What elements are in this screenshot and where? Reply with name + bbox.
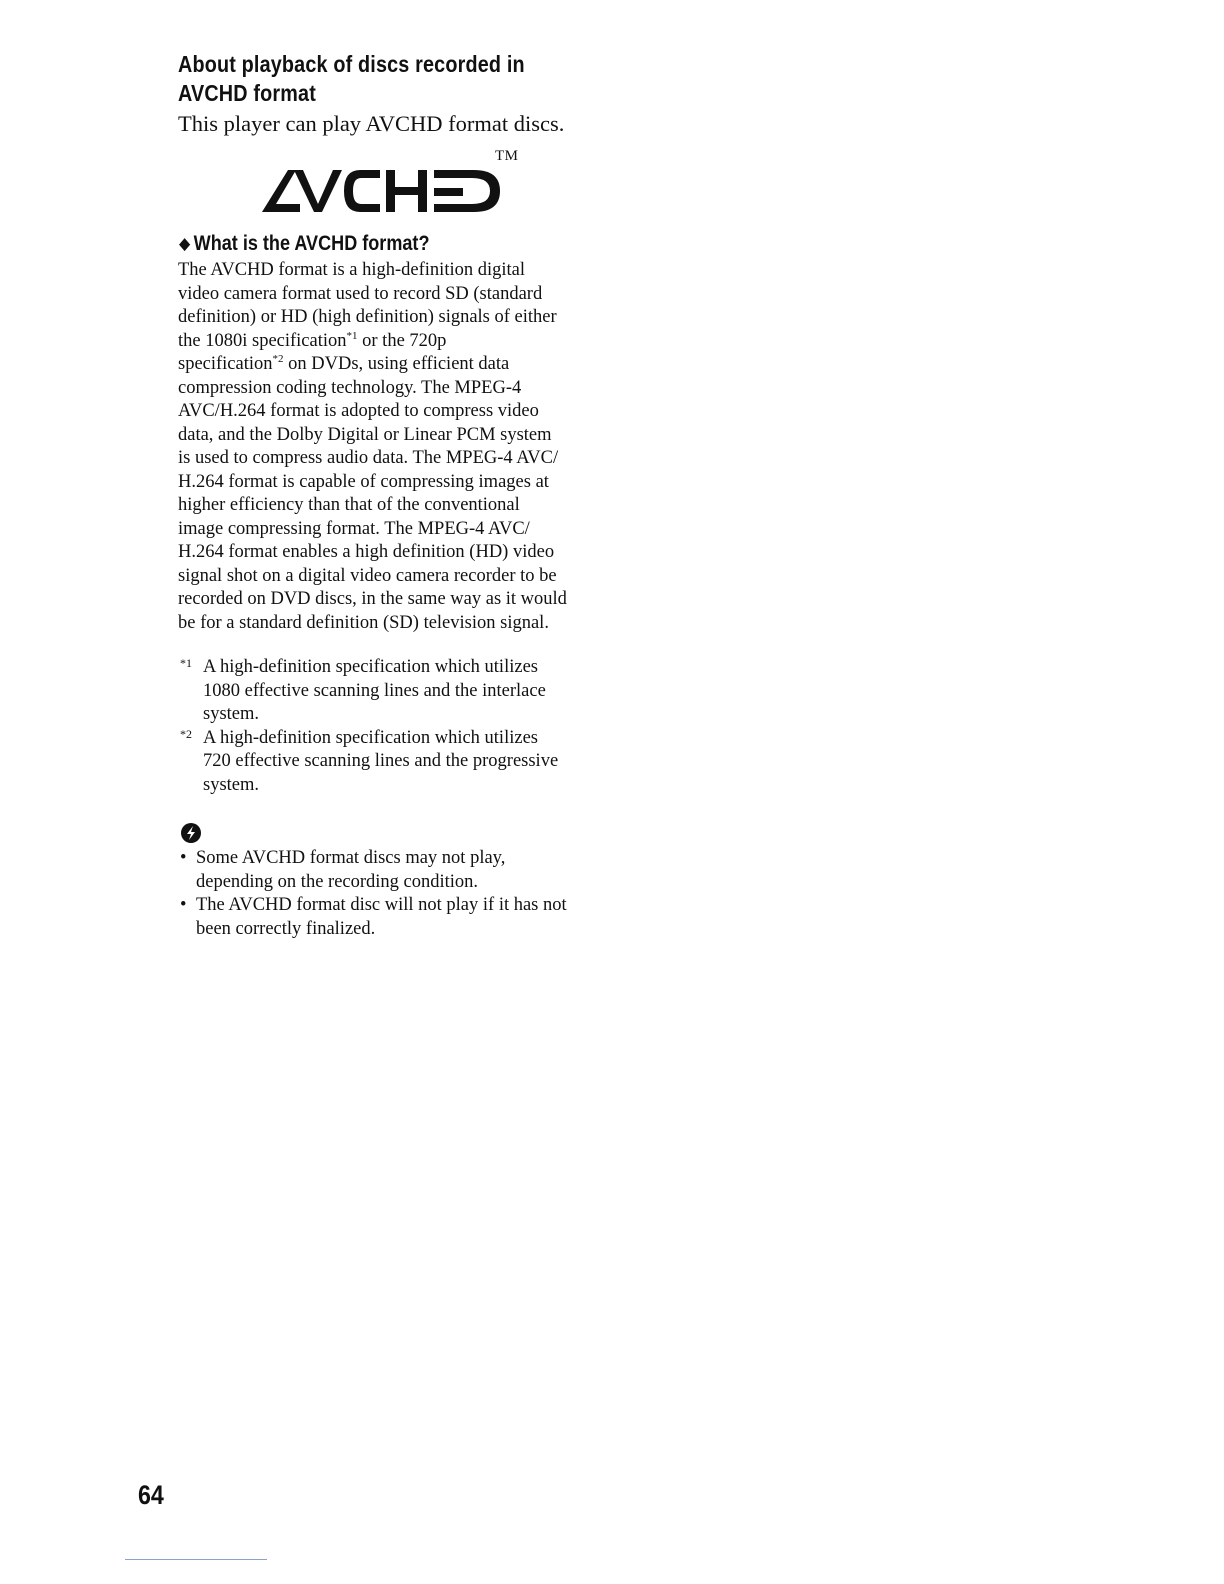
body-line: image compressing format. The MPEG-4 AVC/ [178,518,530,539]
footnote-line: 1080 effective scanning lines and the interlace [203,680,546,701]
body-line [178,353,598,377]
subheading [179,231,429,257]
note-item [178,894,608,941]
footnotes [178,656,598,797]
body-line: recorded on DVD discs, in the same way as it would [178,589,567,609]
trademark-symbol: TM [495,148,519,164]
footnote-line: system. [203,704,260,724]
avchd-logo-icon [260,166,510,218]
notes-list [178,847,608,941]
body-line-text: or the 720p [357,330,447,351]
intro-text: This player can play AVCHD format discs. [178,111,565,136]
section-heading-line-2: AVCHD format [178,80,316,106]
footnote-line: A high-definition specification which utilizes [203,657,538,677]
body-line-text: specification [178,354,273,374]
footnote-ref: *2 [272,353,284,365]
bullet-icon: • [180,895,187,915]
body-line: compression coding technology. The MPEG-4 [178,377,522,398]
note-line: Some AVCHD format discs may not play, [196,848,506,868]
bottom-rule [125,1559,267,1560]
body-line [178,330,598,354]
body-line-text: on DVDs, using efficient data [283,354,510,374]
footnote-line: system. [203,774,260,795]
body-line: higher efficiency than that of the conventional [178,495,520,515]
body-line: signal shot on a digital video camera recorder to be [178,565,557,586]
section-heading [178,50,539,108]
note-line: depending on the recording condition. [196,871,479,892]
footnote-1 [178,656,598,727]
body-line-text: the 1080i specification [178,330,347,351]
footnote-line: 720 effective scanning lines and the progressive [203,751,559,771]
body-line: be for a standard definition (SD) television signal. [178,612,549,633]
subheading-text: What is the AVCHD format? [193,232,430,255]
avchd-logo [260,146,530,218]
footnote-ref: *1 [346,329,358,342]
bullet-icon: • [180,848,187,868]
note-line: The AVCHD format disc will not play if it has not [196,895,567,915]
note-line: been correctly finalized. [196,918,376,939]
body-line: H.264 format enables a high definition (HD) video [178,542,555,562]
body-line: The AVCHD format is a high-definition digital [178,260,526,280]
footnote-line: A high-definition specification which utilizes [203,727,538,748]
page-number: 64 [138,1480,164,1510]
body-line: is used to compress audio data. The MPEG-4 AVC/ [178,448,559,468]
body-line: data, and the Dolby Digital or Linear PCM system [178,424,552,445]
note-icon [180,822,202,844]
footnote-mark: *2 [180,726,192,741]
footnote-mark: *1 [180,656,192,670]
body-line: definition) or HD (high definition) signals of either [178,307,557,327]
section-heading-line-1: About playback of discs recorded in [178,51,525,77]
body-line: video camera format used to record SD (standard [178,283,543,304]
body-line: H.264 format is capable of compressing images at [178,471,549,492]
body-paragraph [178,259,598,635]
footnote-2 [178,727,598,798]
body-line: AVC/H.264 format is adopted to compress video [178,401,539,421]
note-item [178,847,608,894]
diamond-bullet-icon: ◆ [179,234,191,253]
